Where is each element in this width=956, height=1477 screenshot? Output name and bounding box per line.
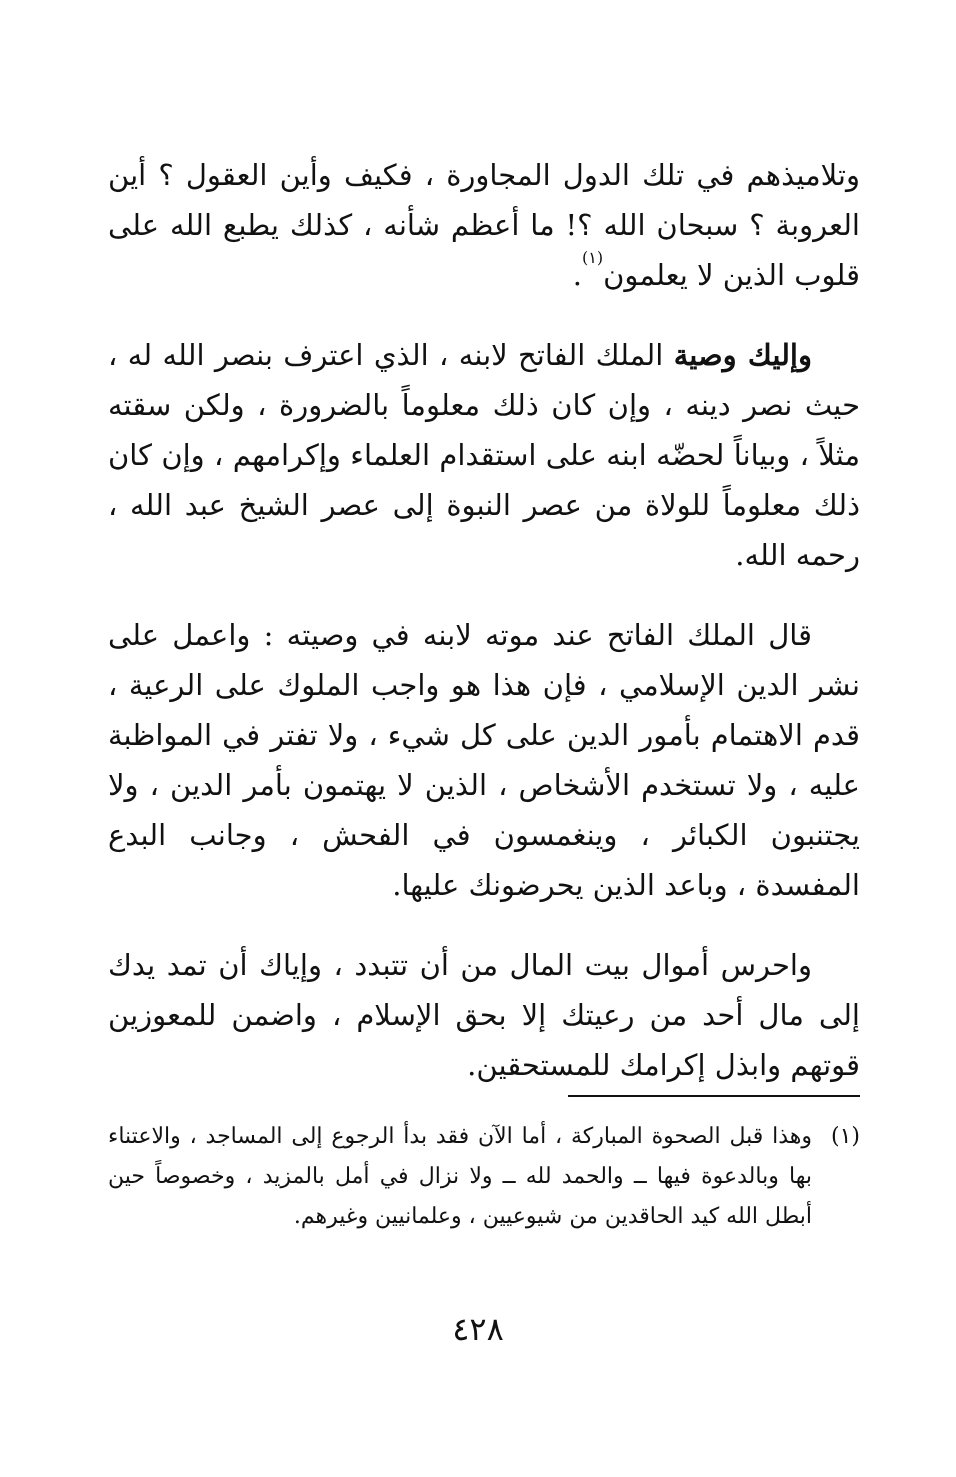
footnote-number: (١) <box>830 1124 860 1149</box>
footnote-separator <box>568 1095 860 1097</box>
paragraph-1-tail: . <box>572 258 582 292</box>
paragraph-3-text: قال الملك الفاتح عند موته لابنه في وصيته : واعمل على نشر الدين الإسلامي ، فإن هذا هو واجب الملوك على الرعية ، قدم الاهتمام بأمور الدين على كل شيء ، ولا تفتر في المواظبة عليه ، ولا تستخدم الأشخاص ، الذين لا يهتمون بأمر الدين ، ولا يجتنبون الكبائر ، وينغمسون في الفحش ، وجانب البدع المفسدة ، وباعد الذين يحرضونك عليها. <box>108 618 860 902</box>
paragraph-2 <box>108 330 860 580</box>
footnotes <box>108 1117 860 1237</box>
footnote-ref-1[interactable]: (١) <box>581 248 604 267</box>
paragraph-2-lead: وإليك وصية <box>673 338 812 372</box>
paragraph-2-text: الملك الفاتح لابنه ، الذي اعترف بنصر الله له ، حيث نصر دينه ، وإن كان ذلك معلوماً بالضرورة ، ولكن سقته مثلاً ، وبياناً لحضّه ابنه على استقدام العلماء وإكرامهم ، وإن كان ذلك معلوماً للولاة من عصر النبوة إلى عصر الشيخ عبد الله ، رحمه الله. <box>108 338 860 572</box>
paragraph-1-text: وتلاميذهم في تلك الدول المجاورة ، فكيف وأين العقول ؟ أين العروبة ؟ سبحان الله ؟! ما أعظم شأنه ، كذلك يطبع الله على قلوب الذين لا يعلمون <box>108 158 860 292</box>
footnote-1 <box>108 1117 860 1237</box>
paragraph-1 <box>108 150 860 300</box>
paragraph-4-text: واحرس أموال بيت المال من أن تتبدد ، وإياك أن تمد يدك إلى مال أحد من رعيتك إلا بحق الإسلام ، واضمن للمعوزين قوتهم وابذل إكرامك للمستحقين. <box>108 948 860 1082</box>
page-number: ٤٢٨ <box>452 1310 504 1348</box>
footnote-text: وهذا قبل الصحوة المباركة ، أما الآن فقد بدأ الرجوع إلى المساجد ، والاعتناء بها وبالدعوة فيها ــ والحمد لله ــ ولا نزال في أمل بالمزيد ، وخصوصاً حين أبطل الله كيد الحاقدين من شيوعيين ، وعلمانيين وغيرهم. <box>108 1124 812 1229</box>
paragraph-3 <box>108 610 860 910</box>
main-text <box>108 150 860 1120</box>
paragraph-4 <box>108 940 860 1090</box>
